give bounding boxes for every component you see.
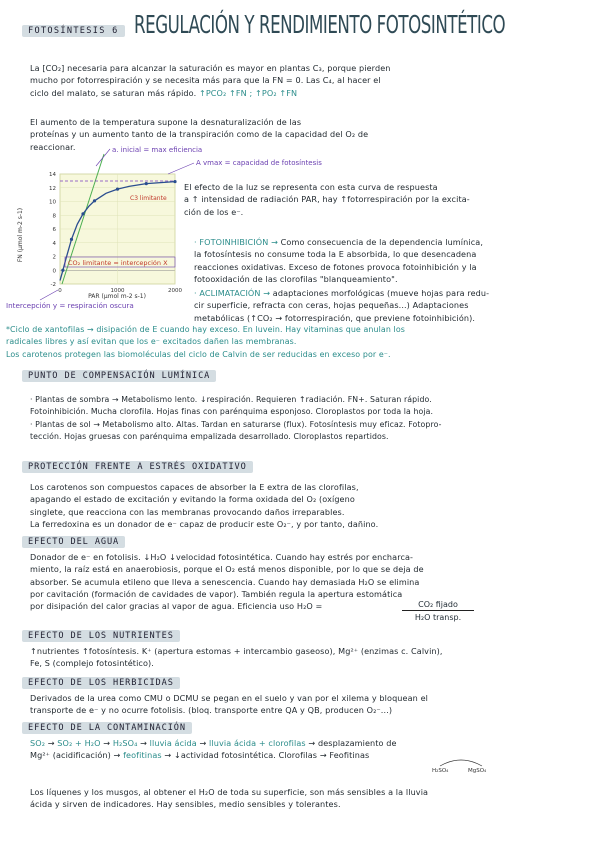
intro-line: mucho por fotorrespiración y se necesita más para que la FN = 0. Las C₄, al hacer el: [30, 75, 381, 86]
oxidative-line: singlete, que reacciona con las membranas provocando daños irreparables.: [30, 506, 345, 517]
water-line: por disipación del calor gracias al vapor de agua. Eficiencia uso H₂O =: [30, 601, 323, 612]
section-heading-herbicides: EFECTO DE LOS HERBICIDAS: [22, 677, 180, 689]
pheophytin-term: feofitinas: [123, 750, 162, 761]
compensation-block: [30, 394, 595, 443]
section-heading-water: EFECTO DEL AGUA: [22, 536, 125, 548]
chart-text-line: ción de los e⁻.: [184, 206, 244, 217]
pollution-chain: [30, 737, 595, 762]
acclimation-text: adaptaciones morfológicas (mueve hojas para redu-: [272, 288, 490, 298]
chapter-tag: FOTOSÍNTESIS 6: [22, 25, 125, 37]
initial-slope-label: a. inicial = max eficiencia: [112, 146, 203, 154]
vmax-label: A vmax = capacidad de fotosíntesis: [196, 159, 322, 167]
temperature-line: reaccionar.: [30, 141, 76, 152]
herbicides-line: Derivados de la urea como CMU o DCMU se pegan en el suelo y van por el xilema y bloquean el: [30, 693, 429, 703]
fraction-denominator: H₂O transp.: [414, 613, 462, 622]
y-tick-label: 12: [49, 185, 56, 192]
x-tick-label: 0: [58, 288, 62, 294]
acclimation-label: · ACLIMATACIÓN →: [194, 288, 271, 298]
x-axis-label: PAR (μmol m-2 s-1): [88, 293, 146, 300]
acclimation-line: metabólicas (↑CO₂ → fotorrespiración, que previene fotoinhibición).: [194, 312, 476, 323]
data-point: [173, 180, 176, 183]
acid-rain-term: lluvia ácida: [149, 738, 197, 748]
photoinhibition-text: Como consecuencia de la dependencia lumínica,: [280, 237, 484, 247]
acclimation-line: cir superficie, refracta con ceras, hojas pequeñas...) Adaptaciones: [194, 300, 469, 311]
h2so4-term: H₂SO₄: [112, 738, 138, 748]
data-point: [81, 212, 84, 215]
xanthophyll-line: radicales libres y así evitan que los e⁻ excitados dañen las membranas.: [6, 337, 297, 347]
photoinhibition-line: la fotosíntesis no consume toda la E absorbida, lo que desencadena: [194, 249, 477, 260]
lichens-block: [30, 786, 595, 811]
mg-term: Mg²⁺ (acidificación): [30, 750, 111, 761]
y-tick-label: 8: [52, 213, 56, 220]
compensation-line: tección. Hojas gruesas con parénquima empalizada desarrollado. Cloroplastos repartidos.: [30, 431, 389, 441]
so2-term: SO₂: [30, 738, 46, 748]
y-tick-label: 0: [52, 268, 56, 275]
chart-text-line: a ↑ intensidad de radiación PAR, hay ↑fotorrespiración por la excita-: [184, 194, 470, 205]
oxidative-line: apagando el estado de excitación y evitando la forma oxidada del O₂ (oxígeno: [30, 494, 355, 505]
photoinhibition-line: fotooxidación de las clorofilas "blanqueamiento".: [194, 273, 398, 284]
xanthophyll-line: Los carotenos protegen las biomoléculas del ciclo de Calvin de ser reducidas en exceso por e⁻.: [6, 349, 391, 359]
water-line: por cavitación (formación de cavidades de vapor). También regula la apertura estomática: [30, 588, 403, 599]
lichens-line: Los líquenes y los musgos, al obtener el H₂O de toda su superficie, son más sensibles a la lluvia: [30, 787, 429, 797]
chart-text-line: El efecto de la luz se representa con esta curva de respuesta: [184, 182, 438, 192]
y-tick-label: 14: [49, 172, 56, 178]
reaction-reagent: H₂SO₄: [432, 768, 449, 774]
fraction-numerator: CO₂ fijado: [402, 600, 474, 611]
nutrients-line: Fe, S (complejo fotosintético).: [30, 658, 154, 669]
oxidative-block: [30, 481, 595, 530]
data-point: [145, 182, 148, 185]
oxidative-line: Los carotenos son compuestos capaces de absorber la E extra de las clorofilas,: [30, 482, 359, 492]
intro-line: [30, 87, 590, 99]
x-tick-label: 2000: [168, 288, 182, 294]
xanthophyll-line: *Ciclo de xantofilas → disipación de E cuando hay exceso. En luvein. Hay vitaminas que anulan los: [6, 325, 405, 334]
water-block: [30, 551, 595, 612]
compensation-line: · Plantas de sombra → Metabolismo lento. ↓respiración. Requieren ↑radiación. FN+. Saturan rápido.: [30, 395, 432, 404]
pollution-row: Mg²⁺ (acidificación) → feofitinas → ↓actividad fotosintética. Clorofilas → Feofitinas: [30, 750, 370, 761]
intro-line: La [CO₂] necesaria para alcanzar la saturación es mayor en plantas C₃, porque pierden: [30, 63, 391, 73]
photoinhibition-label: · FOTOINHIBICIÓN →: [194, 237, 278, 247]
herbicides-block: [30, 692, 595, 717]
acclimation-block: [194, 287, 592, 324]
section-heading-nutrients: EFECTO DE LOS NUTRIENTES: [22, 630, 180, 642]
data-point: [70, 238, 73, 241]
c3-limit-label: C3 limitante: [130, 195, 167, 202]
intro-line-text: ciclo del malato, se saturan más rápido.: [30, 87, 197, 98]
section-heading-pollution: EFECTO DE LA CONTAMINACIÓN: [22, 722, 192, 734]
page-title: REGULACIÓN Y RENDIMIENTO FOTOSINTÉTICO: [134, 10, 506, 39]
oxidative-line: La ferredoxina es un donador de e⁻ capaz de producir este O₂⁻, y por tanto, dañino.: [30, 518, 379, 529]
photoinhibition-block: [194, 236, 592, 285]
temperature-line: El aumento de la temperatura supone la desnaturalización de las: [30, 117, 302, 127]
water-line: Donador de e⁻ en fotolisis. ↓H₂O ↓velocidad fotosintética. Cuando hay estrés por encharca-: [30, 552, 414, 562]
displacement-term: desplazamiento de: [317, 738, 397, 748]
pheophytin-result: Feofitinas: [329, 750, 370, 761]
y-tick-label: 10: [49, 199, 56, 206]
y-axis-label: FN (μmol m-2 s-1): [17, 207, 24, 263]
reaction-arc: [436, 756, 486, 770]
so2-water-term: SO₂ + H₂O: [57, 738, 101, 748]
chart-explanation: [184, 181, 589, 218]
intercept-y-label: Intercepción y = respiración oscura: [6, 301, 134, 310]
section-heading-compensation: PUNTO DE COMPENSACIÓN LUMÍNICA: [22, 370, 216, 382]
photoinhibition-line: [194, 236, 592, 248]
water-line: absorber. Se acumula etileno que lleva a senescencia. Cuando hay demasiada H₂O se elimina: [30, 576, 420, 587]
photoinhibition-line: reacciones oxidativas. Exceso de fotones provoca fotoinhibición y la: [194, 261, 477, 272]
y-tick-label: -2: [50, 282, 56, 288]
y-tick-label: 2: [52, 254, 56, 261]
section-heading-oxidative: PROTECCIÓN FRENTE A ESTRÉS OXIDATIVO: [22, 461, 253, 473]
herbicides-line: transporte de e⁻ y no ocurre fotolisis. (bloq. transporte entre QA y QB, producen O₂⁻...): [30, 705, 393, 716]
data-point: [61, 269, 64, 272]
lichens-line: ácida y sirven de indicadores. Hay sensibles, medio sensibles y tolerantes.: [30, 799, 341, 810]
y-tick-label: 4: [52, 240, 56, 247]
compensation-line: Fotoinhibición. Mucha clorofila. Hojas finas con parénquima esponjoso. Cloroplastos por toda la hoja.: [30, 407, 434, 417]
water-line: miento, la raíz está en anaerobiosis, porque el O₂ está menos disponible, por lo que se deja de: [30, 564, 424, 575]
compensation-line: · Plantas de sol → Metabolismo alto. Altas. Tardan en saturarse (flux). Fotosíntesis muy eficaz. Fotopro-: [30, 419, 442, 429]
intercept-x-label: CO₂ limitante = intercepción X: [68, 259, 168, 267]
pollution-row: SO₂ → SO₂ + H₂O → H₂SO₄ → lluvia ácida → lluvia ácida + clorofilas → desplazamiento de: [30, 738, 397, 748]
data-point: [93, 199, 96, 202]
x-tick-label: 1000: [110, 288, 125, 294]
acclimation-line: [194, 287, 592, 299]
acid-rain-chlorophyll-term: lluvia ácida + clorofilas: [209, 738, 306, 748]
nutrients-block: [30, 645, 595, 670]
nutrients-line: ↑nutrientes ↑fotosíntesis. K⁺ (apertura estomas + intercambio gaseoso), Mg²⁺ (enzimas c. Calvin),: [30, 646, 443, 656]
co2-o2-formula: ↑PCO₂ ↑FN ; ↑PO₂ ↑FN: [198, 87, 298, 98]
y-tick-label: 6: [52, 227, 56, 233]
temperature-line: proteínas y un aumento tanto de la transpiración como de la capacidad del O₂ de: [30, 129, 369, 140]
activity-term: ↓actividad fotosintética. Clorofilas: [173, 750, 318, 761]
reaction-product: MgSO₄: [468, 768, 487, 774]
xanthophyll-block: [6, 324, 596, 361]
data-point: [116, 188, 119, 191]
water-efficiency-fraction: [402, 600, 474, 622]
intro-paragraph: [30, 62, 590, 99]
